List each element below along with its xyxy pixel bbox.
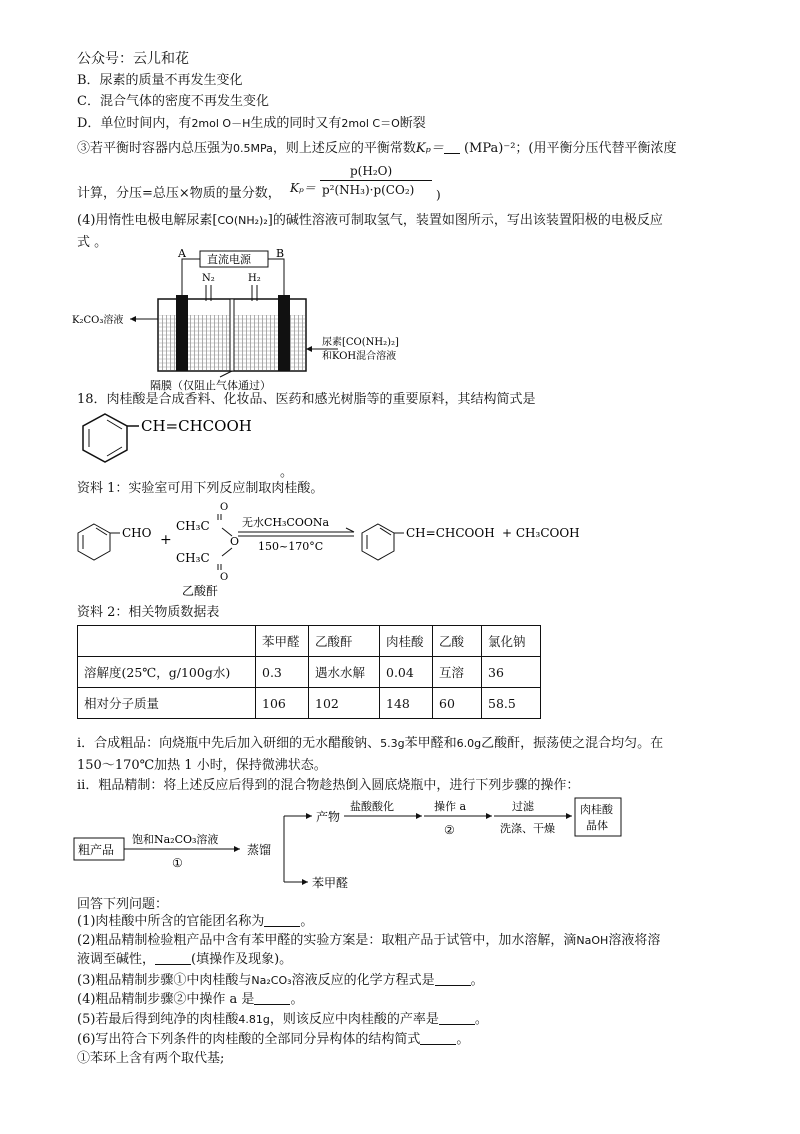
reaction-arrowhead [346, 528, 354, 532]
urea-arrowhead [306, 346, 312, 352]
table-cell: 0.3 [256, 657, 309, 688]
reference-2: 资料 2：相关物质数据表 [77, 605, 220, 620]
wire-left [182, 259, 200, 295]
na2co3-formula: Na₂CO₃ [251, 974, 292, 987]
membrane [230, 299, 234, 371]
option-d-mid: 生成的同时又有 [250, 116, 342, 131]
structure-period: 。 [280, 465, 294, 480]
part3-mid: ，则上述反应的平衡常数 [272, 141, 416, 156]
table-cell: 36 [482, 657, 541, 688]
arrowhead-op-a [486, 813, 492, 819]
step-i-mid: 苯甲醛和 [404, 736, 457, 751]
questions-heading: 回答下列问题： [77, 897, 169, 912]
reaction-scheme [72, 498, 632, 602]
branch-bottom-arrowhead [302, 879, 308, 885]
answer-blank-6[interactable] [420, 1032, 456, 1045]
question-5-prefix: (5)若最后得到纯净的肉桂酸 [77, 1012, 239, 1027]
cho-group: CHO [122, 526, 152, 540]
product-label: 产物 [316, 810, 341, 824]
kp-lhs: Kₚ＝ [290, 181, 316, 195]
anhydride-mass: 6.0g [456, 737, 482, 750]
condition-top: 无水CH₃COONa [242, 516, 330, 529]
product-formula: CH=CHCOOH [406, 526, 495, 540]
question-2-line1 [77, 932, 660, 950]
reagent-label: 饱和Na₂CO₃溶液 [132, 833, 219, 846]
table-cell: 互溶 [433, 657, 482, 688]
part4-prefix: (4)用惰性电极电解尿素[ [77, 213, 218, 228]
side-product: + CH₃COOH [502, 526, 580, 540]
question-3-period: 。 [470, 973, 484, 988]
answer-blank-3[interactable] [435, 973, 471, 986]
crystal-label-2: 晶体 [586, 819, 608, 832]
option-c: C．混合气体的密度不再发生变化 [77, 94, 269, 109]
question-1 [77, 913, 313, 931]
step-i-prefix: i．合成粗品：向烧瓶中先后加入研细的无水醋酸钠、 [77, 736, 381, 751]
k2co3-arrowhead [130, 316, 136, 322]
question-6-text: (6)写出符合下列条件的肉桂酸的全部同分异构体的结构简式 [77, 1032, 421, 1047]
table-header-cell: 肉桂酸 [380, 626, 433, 657]
question-3-prefix: (3)粗品精制步骤①中肉桂酸与 [77, 973, 252, 988]
question-2-line2 [77, 951, 292, 969]
header-label: 公众号：云儿和花 [77, 51, 189, 67]
urea-formula: CO(NH₂)₂ [217, 214, 268, 227]
table-row [78, 688, 541, 719]
benzene-ring [83, 414, 127, 462]
distillation-label: 蒸馏 [247, 843, 272, 857]
question-3-post: 溶液反应的化学方程式是 [291, 973, 435, 988]
anhydride-name: 乙酸酐 [182, 584, 219, 598]
wire-right [268, 259, 284, 295]
membrane-pointer [220, 371, 232, 377]
naoh-formula: NaOH [576, 934, 609, 947]
question-5 [77, 1011, 488, 1029]
question-6 [77, 1031, 469, 1049]
question-2-line2-text: 液调至碱性， [77, 952, 156, 967]
crude-product-label: 粗产品 [78, 843, 115, 857]
question-2-prefix: (2)粗品精制检验粗产品中含有苯甲醛的实验方案是：取粗产品于试管中，加水溶解，滴 [77, 933, 577, 948]
answer-blank-5[interactable] [439, 1012, 475, 1025]
carbonyl-o-bottom: O [220, 572, 229, 583]
option-d-co: 2mol C＝O [341, 117, 400, 130]
table-header-cell: 苯甲醛 [256, 626, 309, 657]
question-1-text: (1)肉桂酸中所含的官能团名称为 [77, 914, 265, 929]
benzaldehyde-label: 苯甲醛 [312, 876, 349, 890]
step1-marker: ① [172, 856, 183, 870]
question-1-period: 。 [300, 914, 314, 929]
cinnamic-acid-formula: CH=CHCOOH [141, 417, 252, 435]
answer-blank-2[interactable] [155, 952, 191, 965]
label-b: B [276, 247, 285, 260]
plus-sign-1: + [160, 532, 172, 548]
properties-table [77, 625, 541, 719]
question-5-period: 。 [474, 1012, 488, 1027]
question-5-post: ，则该反应中肉桂酸的产率是 [269, 1012, 439, 1027]
condition-bottom: 150~170°C [258, 540, 324, 553]
step2-marker: ② [444, 823, 455, 837]
question-4-period: 。 [290, 992, 304, 1007]
step-i-post: 乙酸酐，振荡使之混合均匀。在 [481, 736, 664, 751]
step-ii: ii．粗品精制：将上述反应后得到的混合物趁热倒入圆底烧瓶中，进行下列步骤的操作： [77, 778, 580, 793]
part4-post: ]的碱性溶液可制取氢气，装置如图所示，写出该装置阳极的电极反应 [267, 213, 663, 228]
option-d-prefix: D．单位时间内，有 [77, 116, 192, 131]
fraction-bar [320, 180, 432, 181]
table-header-row [78, 626, 541, 657]
part4-line1 [77, 212, 663, 230]
acetyl-bottom: CH₃C [176, 551, 210, 565]
table-cell: 溶解度(25℃，g/100g水) [78, 657, 256, 688]
table-header-cell: 乙酸 [433, 626, 482, 657]
option-b: B．尿素的质量不再发生变化 [77, 73, 243, 88]
part3-pressure: 0.5MPa [233, 142, 273, 155]
table-cell: 148 [380, 688, 433, 719]
option-d [77, 115, 426, 133]
part3-post: ；(用平衡分压代替平衡浓度 [515, 141, 677, 156]
answer-blank-kp [444, 141, 460, 154]
question-2-hint: (填操作及现象)。 [191, 952, 293, 967]
product-ring-bond-2 [380, 528, 391, 535]
table-cell: 相对分子质量 [78, 688, 256, 719]
label-a: A [178, 247, 186, 260]
table-cell: 102 [309, 688, 380, 719]
wash-dry-label: 洗涤、干燥 [500, 822, 555, 835]
product-mass: 4.81g [238, 1013, 270, 1026]
arrowhead-step1 [234, 846, 240, 852]
question-3 [77, 972, 484, 990]
part3-line2: 计算，分压=总压×物质的量分数， [77, 186, 281, 201]
ether-bond-bottom [222, 548, 232, 556]
kp-symbol: Kₚ＝ [415, 141, 444, 156]
kp-numerator: p(H₂O) [350, 164, 393, 178]
branch-top-arrowhead [306, 813, 312, 819]
question-6-condition-1: ①苯环上含有两个取代基; [77, 1051, 225, 1066]
acetyl-top: CH₃C [176, 519, 210, 533]
arrowhead-filter [566, 813, 572, 819]
membrane-label: 隔膜（仅阻止气体通过） [150, 379, 271, 392]
option-d-oh: 2mol O－H [191, 117, 251, 130]
benzaldehyde-mass: 5.3g [380, 737, 405, 750]
acidify-label: 盐酸酸化 [350, 800, 394, 813]
electrode-left [176, 295, 188, 371]
k2co3-label: K₂CO₃溶液 [72, 315, 124, 326]
part4-line2: 式 。 [77, 235, 108, 250]
n2-label: N₂ [202, 273, 215, 284]
electrolysis-cell-diagram [70, 245, 470, 393]
option-d-post: 断裂 [399, 116, 426, 131]
electrode-right [278, 295, 290, 371]
benzaldehyde-ring-bond-2 [96, 528, 107, 535]
answer-blank-4[interactable] [254, 992, 290, 1005]
power-supply-label: 直流电源 [207, 253, 251, 266]
reference-1: 资料 1：实验室可用下列反应制取肉桂酸。 [77, 481, 324, 496]
table-header-cell: 乙酸酐 [309, 626, 380, 657]
question-4 [77, 991, 303, 1009]
question-6-period: 。 [456, 1032, 470, 1047]
urea-label-2: 和KOH混合溶液 [322, 351, 397, 362]
table-row [78, 657, 541, 688]
question-4-text: (4)粗品精制步骤②中操作 a 是 [77, 992, 255, 1007]
crystal-label-1: 肉桂酸 [580, 803, 613, 816]
operation-a-label: 操作 a [434, 800, 467, 813]
table-cell: 60 [433, 688, 482, 719]
bridge-oxygen: O [230, 535, 240, 548]
table-cell: 0.04 [380, 657, 433, 688]
urea-label-1: 尿素[CO(NH₂)₂] [322, 337, 399, 348]
close-paren: ) [436, 188, 441, 202]
part3-line1 [77, 140, 677, 158]
table-cell: 遇水水解 [309, 657, 380, 688]
table-header-cell [78, 626, 256, 657]
question-2-post: 溶液将溶 [608, 933, 661, 948]
step-i-line1 [77, 735, 663, 753]
kp-denominator: p²(NH₃)·p(CO₂) [322, 183, 415, 197]
h2-label: H₂ [248, 273, 261, 284]
kp-unit: (MPa)⁻² [463, 141, 516, 156]
q18-intro: 18．肉桂酸是合成香料、化妆品、医药和感光树脂等的重要原料，其结构简式是 [77, 392, 536, 407]
filter-label: 过滤 [512, 800, 534, 813]
table-cell: 106 [256, 688, 309, 719]
table-header-cell: 氯化钠 [482, 626, 541, 657]
arrowhead-acidify [416, 813, 422, 819]
part3-prefix: ③若平衡时容器内总压强为 [77, 141, 234, 156]
carbonyl-o-top: O [220, 502, 229, 513]
purification-flowchart [72, 796, 652, 896]
answer-blank-1[interactable] [264, 914, 300, 927]
step-i-line2: 150～170℃加热 1 小时，保持微沸状态。 [77, 758, 327, 773]
cinnamic-acid-structure [75, 408, 315, 470]
table-cell: 58.5 [482, 688, 541, 719]
